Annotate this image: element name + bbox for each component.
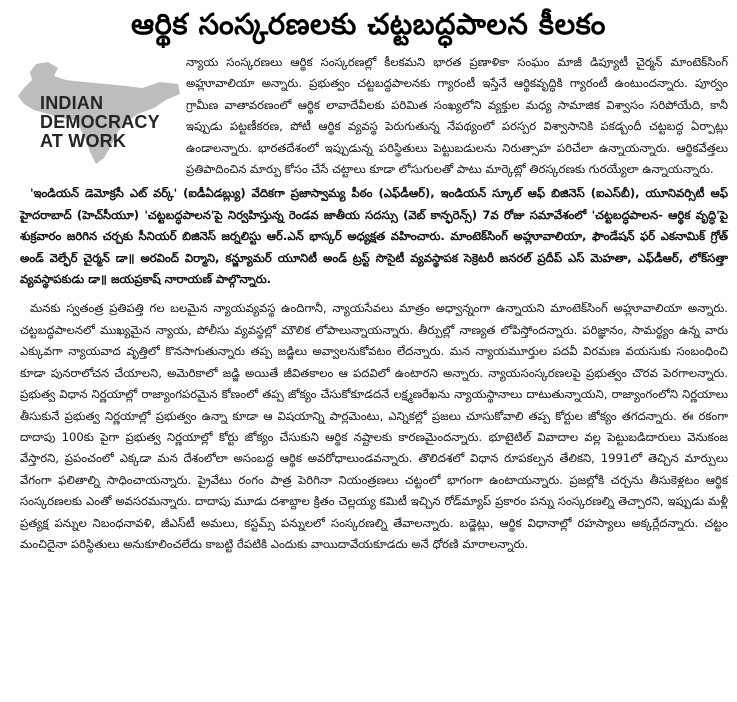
logo-space xyxy=(20,52,186,170)
article-body xyxy=(20,52,728,555)
paragraph-remarks: మనకు స్వతంత్ర ప్రతిపత్తి గల బలమైన న్యాయవ్యవస్థ ఉందిగానీ, న్యాయసేవలు మాత్రం అధ్వాన్నంగా ఉన్నాయని మాంటెక్‌సింగ్ అహ్లూవాలియా అన్నారు. చట్టబద్ధపాలనలో ముఖ్యమైన న్యాయ, పోలీసు వ్యవస్థల్లో మౌలిక లోపాలున్నాయన్నారు. తీర్పుల్లో నాణ్యత లోపిస్తోందన్నారు. పరిజ్ఞానం, సామర్థ్యం ఉన్న వారు ఎక్కువగా న్యాయవాద వృత్తిలో కొనసాగుతున్నారు తప్ప జడ్జిలు అవ్వాలనుకోవటం లేదన్నారు. మన న్యాయమూర్తుల పదవీ విరమణ వయసుకు సంబంధించి కూడా పునరాలోచన చేయాలని, అమెరికాలో జడ్జి అయితే జీవితకాలం ఆ పదవిలో ఉంటారని అన్నారు. న్యాయసంస్కరణలపై ప్రభుత్వం చొరవ పెరగాలన్నారు. ప్రభుత్వ విధాన నిర్ణయాల్లో రాజ్యాంగపరమైన కోణంలో తప్ప జోక్యం చేసుకోకూడదనే లక్ష్మణరేఖను న్యాయస్థానాలు దాటుతున్నాయని, రాజ్యాంగంలోని నిర్ణయాలు తీసుకునే ప్రభుత్వ నిర్ణయాల్లో ప్రభుత్వం ఉన్నా కూడా ఆ విషయాన్ని పార్లమెంటు, ఎన్నికల్లో ప్రజలు చూసుకోవాలి తప్ప కోర్టుల జోక్యం తగదన్నారు. ఈ రకంగా దాదాపు 100కు పైగా ప్రభుత్వ నిర్ణయాల్లో కోర్టు జోక్యం చేసుకుని ఆర్థిక నష్టాలకు కారణమైందన్నారు. భూటైటిల్ వివాదాల వల్ల పెట్టుబడిదారులు వెనుకంజ వేస్తారని, ప్రపంచంలో ఎక్కడా మన దేశంలోలా అసంబద్ధ ఆర్థిక అవరోధాలుండవన్నారు. తొలిదశలో విధాన రూపకల్పన తేలికని, 1991లో తెచ్చిన మార్పులు వేగంగా ఫలితాల్ని సాధించాయన్నారు. ప్రైవేటు రంగం పాత్ర పెరిగినా నియంత్రణలు చట్టంలో భాగంగా ఉంటాయన్నారు. ప్రజల్లోకి చర్చను తీసుకెళ్లటం ఆర్థిక సంస్కరణలకు ఎంతో అవసరమన్నారు. దాదాపు మూడు దశాబ్దాల క్రితం చెల్లయ్య కమిటీ ఇచ్చిన రోడ్‌మ్యాప్ ప్రకారం పన్ను సంస్కరణల్ని తెచ్చారని, ఇప్పుడు మళ్లీ ప్రత్యక్ష పన్నుల నిబంధనావళి, జీఎస్‌టీ అమలు, కస్టమ్స్ పన్నులలో సంస్కరణల్ని తేవాలన్నారు. బడ్జెట్లు, ఆర్థిక విధానాల్లో రహస్యాలు అక్కర్లేదన్నారు. చట్టం మంచిదైనా పరిస్థితులు అనుకూలించలేదు కాబట్టి రేపటికి ఎందుకు వాయిదావేయకూడదు అనే ధోరణి మారాలన్నారు. xyxy=(20,301,728,551)
logo-line-indian: INDIAN xyxy=(40,93,104,113)
logo-line-democracy: DEMOCRACY xyxy=(40,112,160,132)
paragraph-event: 'ఇండియన్ డెమోక్రసీ ఎట్ వర్క్' (ఐడీఏడబ్ల్యు) వేదికగా ప్రజాస్వామ్య పీఠం (ఎఫ్‌డీఆర్), ఇండియన్ స్కూల్ ఆఫ్ బిజినెస్ (ఐఎస్‌బీ), యూనివర్సిటీ ఆఫ్ హైదరాబాద్ (హెచ్‌సీయూ) 'చట్టబద్ధపాలన'పై నిర్వహిస్తున్న రెండవ జాతీయ సదస్సు (వెబ్ కాన్ఫరెన్స్) 7వ రోజు సమావేశంలో 'చట్టబద్ధపాలన- ఆర్థిక వృద్ధి'పై శుక్రవారం జరిగిన చర్చకు సీనియర్ బిజినెస్ జర్నలిస్టు ఆర్.ఎన్ భాస్కర్ అధ్యక్షత వహించారు. మాంటెక్‌సింగ్ అహ్లూవాలియా, ఫౌండేషన్ ఫర్ ఎకనామిక్ గ్రోత్ అండ్ వెల్ఫేర్ చైర్మన్ డా॥ అరవింద్ విర్మాని, కన్జ్యూమర్ యూనిటీ అండ్ ట్రస్ట్ సొసైటీ వ్యవస్థాపక సెక్రెటరీ జనరల్ ప్రదీప్ ఎస్ మెహతా, ఎఫ్‌డీఆర్, లోక్‌సత్తా వ్యవస్థాపకుడు డా॥ జయప్రకాష్ నారాయణ్ పాల్గొన్నారు. xyxy=(20,186,728,287)
headline: ఆర్థిక సంస్కరణలకు చట్టబద్ధపాలన కీలకం xyxy=(131,7,606,41)
paragraph-intro: న్యాయ సంస్కరణలు ఆర్థిక సంస్కరణల్లో కీలకమని భారత ప్రణాళికా సంఘం మాజీ డిప్యూటీ చైర్మన్ మాంటెక్‌సింగ్ అహ్లూవాలియా అన్నారు. ప్రభుత్వం చట్టబద్ధపాలనకు గ్యారంటీ ఇస్తేనే ఆర్థికవృద్ధికి గ్యారంటీ ఉంటుందన్నారు. పూర్వం గ్రామీణ వాతావరణంలో ఆర్థిక లావాదేవీలకు పరిమిత సంఖ్యలోని వ్యక్తుల మధ్య సామాజిక విశ్వాసం సరిపోయేది, కానీ ఇప్పుడు పట్టణీకరణ, పోటీ ఆర్థిక వ్యవస్థ పెరుగుతున్న నేపథ్యంలో పరస్పర విశ్వాసానికి పకడ్బందీ చట్టబద్ధ ఏర్పాట్లు ఉండాలన్నారు. భారతదేశంలో ఇప్పుడున్న పరిస్థితులు పెట్టుబడులను నిరుత్సాహ పరిచేలా ఉన్నాయన్నారు. ఆర్థికవేత్తలు ప్రతిపాదించిన మార్పు కోసం చేసే చట్టాలు కూడా లోసుగులతో పాటు మార్కెట్లో తిరస్కరణకు గురయ్యేలా ఉన్నాయన్నారు. xyxy=(186,55,728,177)
logo-line-at-work: AT WORK xyxy=(40,131,127,151)
